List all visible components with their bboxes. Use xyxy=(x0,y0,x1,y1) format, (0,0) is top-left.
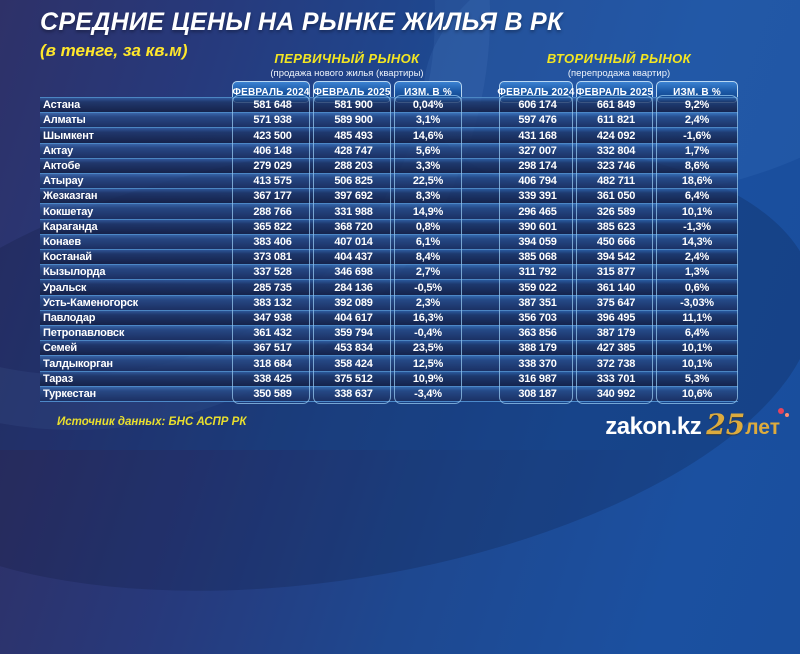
city-label: Актау xyxy=(43,144,74,157)
primary-feb2025-value: 331 988 xyxy=(334,205,373,218)
primary-change-value: 3,1% xyxy=(415,114,441,127)
secondary-feb2024-value: 385 068 xyxy=(518,251,557,264)
secondary-change-value: -3,03% xyxy=(680,296,714,309)
secondary-feb2024-value: 338 370 xyxy=(518,357,557,370)
primary-feb2025-value: 404 617 xyxy=(334,311,373,324)
secondary-feb2025-value: 340 992 xyxy=(596,387,636,400)
column-header-secondary-feb2025: ФЕВРАЛЬ 2025 xyxy=(576,81,653,103)
primary-feb2025-value: 284 136 xyxy=(334,281,373,294)
table-row xyxy=(40,158,738,173)
secondary-feb2025-value: 323 746 xyxy=(596,159,636,172)
table-row xyxy=(40,340,738,355)
secondary-change-value: 5,3% xyxy=(684,372,710,385)
table-row xyxy=(40,279,738,294)
primary-feb2024-value: 361 432 xyxy=(253,327,292,340)
secondary-change-value: 2,4% xyxy=(684,251,710,264)
logo-25-anniversary: 25 xyxy=(706,408,746,441)
secondary-market-title: ВТОРИЧНЫЙ РЫНОК xyxy=(546,51,692,66)
secondary-feb2025-value: 427 385 xyxy=(596,342,636,355)
table-row xyxy=(40,203,738,218)
primary-feb2025-value: 453 834 xyxy=(334,342,373,355)
primary-feb2025-value: 288 203 xyxy=(334,159,373,172)
primary-change-value: 10,9% xyxy=(412,372,444,385)
secondary-feb2024-value: 308 187 xyxy=(518,387,557,400)
primary-feb2025-value: 485 493 xyxy=(334,129,373,142)
primary-feb2024-value: 279 029 xyxy=(253,159,292,172)
table-row xyxy=(40,127,738,142)
primary-feb2024-value: 365 822 xyxy=(253,220,292,233)
primary-feb2025-value: 346 698 xyxy=(334,266,373,279)
column-header-secondary-change: ИЗМ. В % xyxy=(656,81,738,103)
primary-feb2024-value: 285 735 xyxy=(253,281,292,294)
secondary-feb2025-value: 332 804 xyxy=(596,144,636,157)
primary-feb2025-value: 375 512 xyxy=(334,372,373,385)
primary-feb2025-value: 368 720 xyxy=(334,220,373,233)
secondary-feb2024-value: 296 465 xyxy=(518,205,557,218)
secondary-change-value: 10,1% xyxy=(681,357,713,370)
primary-feb2025-value: 359 794 xyxy=(334,327,373,340)
secondary-feb2025-value: 482 711 xyxy=(597,175,635,188)
secondary-feb2024-value: 311 792 xyxy=(518,266,557,279)
secondary-change-value: 14,3% xyxy=(681,235,713,248)
primary-feb2025-value: 358 424 xyxy=(334,357,373,370)
secondary-feb2025-value: 361 140 xyxy=(596,281,636,294)
primary-feb2025-value: 338 637 xyxy=(334,387,373,400)
primary-market-title: ПЕРВИЧНЫЙ РЫНОК xyxy=(274,51,420,66)
secondary-change-value: 10,1% xyxy=(681,205,713,218)
secondary-change-value: -1,3% xyxy=(683,220,711,233)
secondary-feb2024-value: 431 168 xyxy=(518,129,557,142)
secondary-feb2024-value: 606 174 xyxy=(518,99,557,112)
table-row xyxy=(40,295,738,310)
table-row xyxy=(40,112,738,127)
primary-feb2024-value: 350 589 xyxy=(253,387,292,400)
primary-feb2024-value: 373 081 xyxy=(253,251,292,264)
secondary-change-value: 6,4% xyxy=(684,190,710,203)
logo-text: zakon.kz xyxy=(605,413,702,440)
column-header-primary-feb2024: ФЕВРАЛЬ 2024 xyxy=(232,81,310,103)
primary-feb2025-value: 581 900 xyxy=(334,99,373,112)
secondary-feb2024-value: 406 794 xyxy=(518,175,557,188)
secondary-feb2025-value: 394 542 xyxy=(596,251,636,264)
primary-feb2025-value: 404 437 xyxy=(334,251,373,264)
column-header-primary-feb2025: ФЕВРАЛЬ 2025 xyxy=(313,81,391,103)
primary-feb2025-value: 506 825 xyxy=(334,175,373,188)
secondary-feb2024-value: 387 351 xyxy=(518,296,557,309)
secondary-feb2025-value: 387 179 xyxy=(596,327,636,340)
table-row xyxy=(40,188,738,203)
secondary-change-value: 1,7% xyxy=(684,144,710,157)
table-body xyxy=(40,97,738,402)
primary-feb2025-value: 397 692 xyxy=(334,190,373,203)
secondary-feb2025-value: 372 738 xyxy=(596,357,636,370)
table-row xyxy=(40,386,738,401)
city-label: Кызылорда xyxy=(43,266,106,279)
secondary-feb2025-value: 611 821 xyxy=(597,114,635,127)
primary-market-header xyxy=(222,51,472,79)
primary-feb2025-value: 407 014 xyxy=(334,235,373,248)
table-row xyxy=(40,355,738,370)
primary-change-value: 22,5% xyxy=(412,175,444,188)
primary-feb2025-value: 428 747 xyxy=(334,144,373,157)
secondary-feb2025-value: 361 050 xyxy=(596,190,636,203)
secondary-feb2025-value: 661 849 xyxy=(596,99,636,112)
primary-change-value: -0,4% xyxy=(414,327,442,340)
city-label: Шымкент xyxy=(43,129,94,142)
primary-feb2024-value: 383 132 xyxy=(253,296,292,309)
city-label: Тараз xyxy=(43,372,74,385)
page-title: СРЕДНИЕ ЦЕНЫ НА РЫНКЕ ЖИЛЬЯ В РК xyxy=(40,8,563,36)
page-subtitle: (в тенге, за кв.м) xyxy=(40,41,188,60)
primary-feb2024-value: 383 406 xyxy=(253,235,292,248)
city-label: Конаев xyxy=(43,235,81,248)
primary-change-value: -0,5% xyxy=(414,281,442,294)
primary-feb2025-value: 589 900 xyxy=(334,114,373,127)
city-label: Семей xyxy=(43,342,77,355)
secondary-change-value: 2,4% xyxy=(684,114,710,127)
secondary-feb2024-value: 316 987 xyxy=(518,372,557,385)
secondary-market-subtitle: (перепродажа квартир) xyxy=(567,68,671,79)
secondary-change-value: 10,1% xyxy=(681,342,713,355)
city-label: Уральск xyxy=(43,281,87,294)
table-row xyxy=(40,173,738,188)
secondary-change-value: 11,1% xyxy=(682,311,712,324)
secondary-feb2025-value: 375 647 xyxy=(596,296,636,309)
primary-change-value: 5,6% xyxy=(415,144,441,157)
table-row xyxy=(40,264,738,279)
table-row xyxy=(40,219,738,234)
primary-feb2024-value: 288 766 xyxy=(253,205,292,218)
primary-feb2024-value: 413 575 xyxy=(253,175,292,188)
city-label: Алматы xyxy=(43,114,86,127)
secondary-feb2024-value: 388 179 xyxy=(518,342,557,355)
secondary-feb2025-value: 333 701 xyxy=(596,372,636,385)
primary-change-value: 0,8% xyxy=(415,220,441,233)
table-row xyxy=(40,325,738,340)
primary-change-value: 8,3% xyxy=(415,190,441,203)
primary-change-value: 0,04% xyxy=(412,99,444,112)
city-label: Петропавловск xyxy=(43,327,125,340)
primary-change-value: 23,5% xyxy=(412,342,444,355)
secondary-feb2025-value: 385 623 xyxy=(596,220,636,233)
primary-change-value: 8,4% xyxy=(415,251,441,264)
primary-feb2024-value: 423 500 xyxy=(253,129,292,142)
city-label: Павлодар xyxy=(43,311,96,324)
primary-change-value: 2,7% xyxy=(415,266,441,279)
primary-change-value: 3,3% xyxy=(415,159,441,172)
primary-feb2024-value: 406 148 xyxy=(253,144,292,157)
secondary-feb2024-value: 363 856 xyxy=(518,327,557,340)
primary-feb2024-value: 367 177 xyxy=(253,190,292,203)
city-label: Усть-Каменогорск xyxy=(43,296,138,309)
column-header-secondary-feb2024: ФЕВРАЛЬ 2024 xyxy=(499,81,573,103)
secondary-change-value: 10,6% xyxy=(681,387,713,400)
secondary-feb2024-value: 298 174 xyxy=(518,159,557,172)
secondary-feb2024-value: 356 703 xyxy=(518,311,557,324)
primary-change-value: 2,3% xyxy=(415,296,441,309)
secondary-change-value: 8,6% xyxy=(684,159,710,172)
secondary-change-value: 18,6% xyxy=(681,175,713,188)
city-label: Актобе xyxy=(43,159,81,172)
secondary-feb2025-value: 326 589 xyxy=(596,205,636,218)
secondary-feb2024-value: 597 476 xyxy=(518,114,557,127)
table-row xyxy=(40,310,738,325)
primary-market-subtitle: (продажа нового жилья (квартиры) xyxy=(270,68,424,79)
primary-change-value: 12,5% xyxy=(412,357,444,370)
primary-feb2024-value: 581 648 xyxy=(253,99,292,112)
data-source-note: Источник данных: БНС АСПР РК xyxy=(57,416,247,428)
secondary-feb2025-value: 315 877 xyxy=(596,266,636,279)
city-label: Кокшетау xyxy=(43,205,94,218)
primary-change-value: -3,4% xyxy=(414,387,442,400)
primary-feb2024-value: 338 425 xyxy=(253,372,292,385)
secondary-feb2025-value: 396 495 xyxy=(596,311,636,324)
primary-feb2024-value: 337 528 xyxy=(253,266,292,279)
secondary-feb2025-value: 424 092 xyxy=(596,129,636,142)
secondary-feb2025-value: 450 666 xyxy=(596,235,636,248)
secondary-feb2024-value: 359 022 xyxy=(518,281,557,294)
column-header-primary-change: ИЗМ. В % xyxy=(394,81,462,103)
secondary-market-header xyxy=(489,51,749,79)
table-row xyxy=(40,234,738,249)
secondary-change-value: 9,2% xyxy=(684,99,710,112)
city-label: Караганда xyxy=(43,220,98,233)
secondary-feb2024-value: 390 601 xyxy=(518,220,557,233)
logo-let-text: лет xyxy=(745,416,780,440)
primary-change-value: 6,1% xyxy=(415,235,441,248)
secondary-feb2024-value: 339 391 xyxy=(518,190,557,203)
secondary-change-value: -1,6% xyxy=(683,129,711,142)
table-row xyxy=(40,371,738,386)
primary-feb2024-value: 571 938 xyxy=(253,114,292,127)
primary-feb2025-value: 392 089 xyxy=(334,296,373,309)
secondary-change-value: 6,4% xyxy=(684,327,710,340)
zakon-kz-logo xyxy=(605,408,780,441)
city-label: Талдыкорган xyxy=(43,357,113,370)
city-label: Туркестан xyxy=(43,387,96,400)
secondary-feb2024-value: 394 059 xyxy=(518,235,557,248)
city-label: Жезказган xyxy=(43,190,98,203)
city-label: Костанай xyxy=(43,251,92,264)
city-label: Астана xyxy=(43,99,80,112)
primary-change-value: 14,9% xyxy=(412,205,444,218)
secondary-change-value: 0,6% xyxy=(684,281,710,294)
logo-decor-dot-icon xyxy=(785,413,789,417)
table-row xyxy=(40,97,738,112)
primary-feb2024-value: 367 517 xyxy=(253,342,292,355)
primary-change-value: 16,3% xyxy=(412,311,444,324)
table-row xyxy=(40,249,738,264)
table-row xyxy=(40,143,738,158)
secondary-change-value: 1,3% xyxy=(684,266,710,279)
city-label: Атырау xyxy=(43,175,84,188)
secondary-feb2024-value: 327 007 xyxy=(518,144,557,157)
primary-change-value: 14,6% xyxy=(412,129,444,142)
logo-decor-dot-icon xyxy=(778,408,784,414)
primary-feb2024-value: 318 684 xyxy=(253,357,292,370)
primary-feb2024-value: 347 938 xyxy=(253,311,292,324)
